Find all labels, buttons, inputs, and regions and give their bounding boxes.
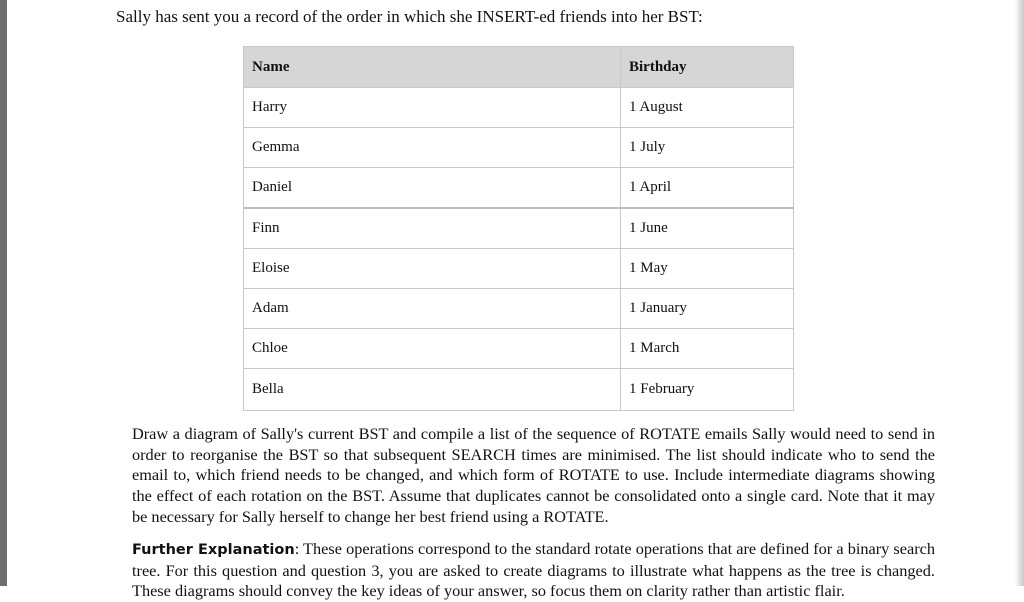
- further-explanation-text: : These operations correspond to the standard rotate operations that are defined for a binary search tree. For this question and question 3, you are asked to create diagrams to illustrate what happens as the tree is changed. These diagrams should convey the key ideas of your answer, so focus them on clarity rather than artistic flair.: [132, 539, 935, 601]
- instructions-paragraph: Draw a diagram of Sally's current BST and compile a list of the sequence of ROTATE emails Sally would need to send in order to reorganise the BST so that subsequent SEARCH times are minimised. The list should indicate who to send the email to, which friend needs to be changed, and which form of ROTATE to use. Include intermediate diagrams showing the effect of each rotation on the BST. Assume that duplicates cannot be consolidated onto a single card. Note that it may be necessary for Sally herself to change her best friend using a ROTATE.: [132, 424, 935, 526]
- table-row: [244, 88, 794, 128]
- header-birthday: Birthday: [621, 47, 794, 88]
- cell-birthday: 1 July: [621, 128, 794, 168]
- table-row: [244, 168, 794, 209]
- cell-birthday: 1 May: [621, 249, 794, 289]
- table-row: [244, 208, 794, 249]
- further-explanation-heading: Further Explanation: [132, 542, 295, 558]
- cell-name: Chloe: [244, 329, 621, 369]
- cell-name: Daniel: [244, 168, 621, 209]
- cell-birthday: 1 January: [621, 289, 794, 329]
- table-row: [244, 289, 794, 329]
- cell-name: Eloise: [244, 249, 621, 289]
- cell-name: Gemma: [244, 128, 621, 168]
- page-left-border: [0, 0, 7, 586]
- table-row: [244, 249, 794, 289]
- cell-birthday: 1 February: [621, 369, 794, 411]
- cell-birthday: 1 March: [621, 329, 794, 369]
- further-explanation-paragraph: [132, 539, 935, 602]
- page-right-shadow: [1015, 0, 1024, 586]
- table-row: [244, 128, 794, 168]
- intro-text: Sally has sent you a record of the order in which she INSERT-ed friends into her BST:: [116, 7, 703, 26]
- header-name: Name: [244, 47, 621, 88]
- cell-name: Harry: [244, 88, 621, 128]
- cell-birthday: 1 August: [621, 88, 794, 128]
- insert-order-table: [243, 46, 794, 411]
- cell-name: Adam: [244, 289, 621, 329]
- cell-birthday: 1 June: [621, 208, 794, 249]
- table-row: [244, 369, 794, 411]
- table-row: [244, 329, 794, 369]
- table-header-row: [244, 47, 794, 88]
- cell-name: Bella: [244, 369, 621, 411]
- cell-birthday: 1 April: [621, 168, 794, 209]
- cell-name: Finn: [244, 208, 621, 249]
